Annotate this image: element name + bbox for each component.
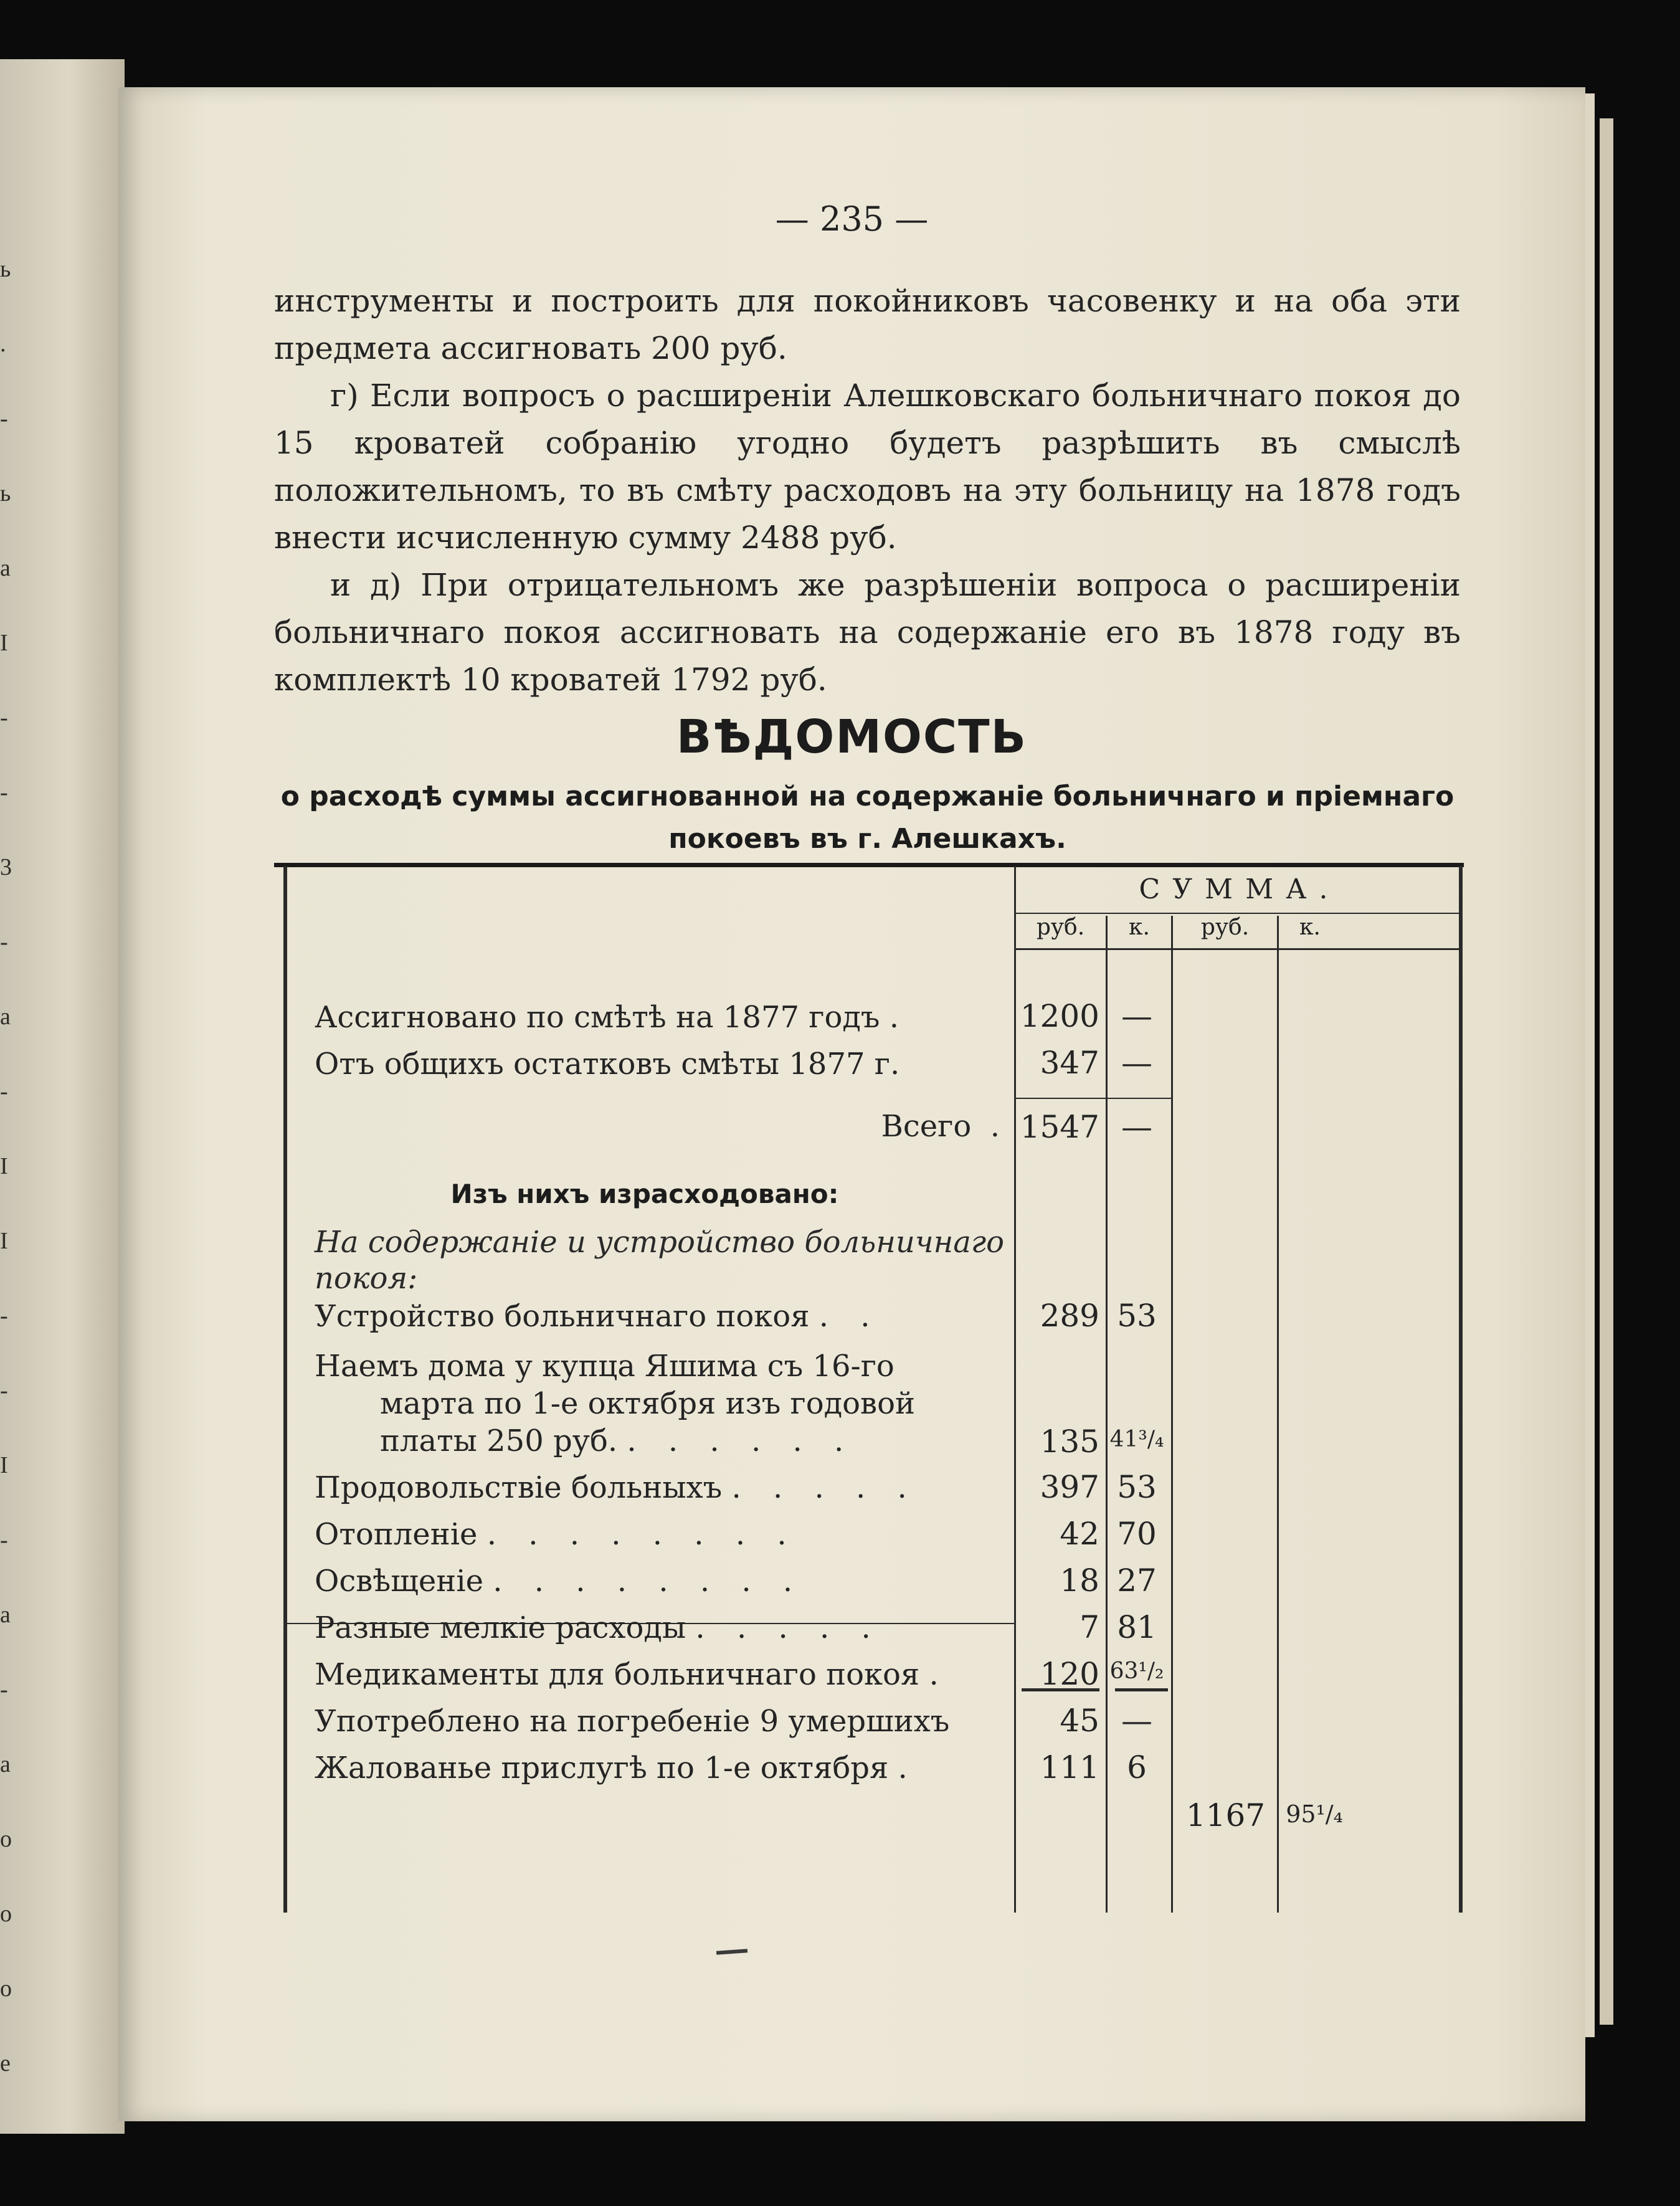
left-page-letter: - (0, 1377, 8, 1404)
col-kop2-header: к. (1299, 915, 1321, 940)
subtotal-rule (1015, 1098, 1171, 1099)
row-remainder-rub: 347 (1040, 1045, 1099, 1081)
row-rent-rub: 135 (1040, 1424, 1099, 1460)
left-page-letter: I (0, 1452, 8, 1478)
left-page-letter: a (0, 1751, 11, 1777)
row-medicine-kop: 63¹/₂ (1109, 1658, 1164, 1684)
row-heating-label: Отопленіе . . . . . . . . (315, 1517, 798, 1552)
summa-header: СУММА. (1139, 873, 1341, 905)
row-remainder-label: Отъ общихъ остатковъ смѣты 1877 г. (315, 1047, 900, 1082)
table-title: ВѢДОМОСТЬ (676, 710, 1028, 764)
row-wages-label: Жалованье прислугѣ по 1-е октября . (315, 1751, 919, 1785)
left-page-letter: - (0, 406, 8, 432)
left-page-letter: - (0, 1078, 8, 1105)
row-burial-label: Употреблено на погребеніе 9 умершихъ (315, 1704, 950, 1739)
left-page-letter: o (0, 1975, 12, 2002)
left-page-letter: - (0, 1676, 8, 1703)
row-wages-rub: 111 (1040, 1749, 1099, 1785)
row-heating-rub: 42 (1060, 1516, 1099, 1552)
left-page-letter: - (0, 705, 8, 731)
row-lighting-label: Освѣщеніе . . . . . . . . (315, 1564, 804, 1599)
row-rent-kop: 41³/₄ (1109, 1427, 1164, 1452)
table-left-border (283, 866, 287, 1913)
left-page-letter: e (0, 2050, 11, 2076)
row-burial-rub: 45 (1060, 1703, 1099, 1739)
row-misc-rub: 7 (1080, 1609, 1099, 1645)
row-misc-kop: 81 (1117, 1609, 1157, 1645)
row-assigned-label: Ассигновано по смѣтѣ на 1877 годъ . (315, 1000, 910, 1035)
left-page-letter: o (0, 1901, 12, 1927)
left-page-letter: - (0, 779, 8, 806)
table-divider-kop (1171, 916, 1173, 1913)
left-page-letter: ь (0, 256, 11, 282)
grand-total-kop: 95¹/₄ (1286, 1800, 1343, 1828)
row-medicine-label: Медикаменты для больничнаго покоя . (315, 1657, 950, 1692)
header-bottom-rule (1015, 948, 1461, 950)
row-heating-kop: 70 (1117, 1516, 1157, 1552)
total-underline-kop (1115, 1688, 1168, 1691)
left-page-letter: - (0, 1527, 8, 1553)
table-divider-rub (1106, 916, 1108, 1913)
summa-rule (1015, 913, 1461, 914)
row-food-rub: 397 (1040, 1469, 1099, 1505)
book-page (118, 87, 1585, 2121)
left-page-letter: - (0, 1303, 8, 1329)
row-wages-kop: 6 (1127, 1749, 1147, 1785)
italic-section-header: На содержаніе и устройство больничнаго покоя: (315, 1225, 1004, 1296)
row-assigned-kop: — (1121, 998, 1152, 1034)
row-construction-rub: 289 (1040, 1298, 1099, 1334)
right-page-edge-back (1600, 118, 1613, 2025)
grand-total-rub: 1167 (1185, 1797, 1266, 1833)
row-food-label: Продовольствіе больныхъ . . . . . (315, 1470, 918, 1505)
row-total-kop: — (1121, 1109, 1152, 1145)
left-page-letter: - (0, 929, 8, 955)
paragraph-3: и д) При отрицательномъ же разрѣшеніи вопроса о расширеніи больничнаго покоя ассигновать на содержаніе его въ 1878 году въ комплектѣ 10 кроватей 1792 руб. (274, 567, 1461, 698)
row-construction-kop: 53 (1117, 1298, 1157, 1334)
row-burial-kop: — (1121, 1703, 1152, 1739)
left-page-edge (0, 59, 125, 2134)
row-rent-line2: марта по 1-е октября изъ годовой (380, 1386, 915, 1421)
left-page-letter: ь (0, 480, 11, 506)
row-lighting-kop: 27 (1117, 1562, 1157, 1599)
row-food-kop: 53 (1117, 1469, 1157, 1505)
table-right-border (1459, 866, 1463, 1913)
row-construction-label: Устройство больничнаго покоя . . (315, 1299, 881, 1334)
row-remainder-kop: — (1121, 1045, 1152, 1081)
stray-ink-mark (716, 1949, 747, 1954)
table-divider-rub2 (1277, 916, 1279, 1913)
left-page-letter: I (0, 1153, 8, 1179)
row-misc-label: Разные мелкіе расходы . . . . . (315, 1610, 882, 1645)
row-lighting-rub: 18 (1060, 1562, 1099, 1599)
row-total-rub: 1547 (1020, 1109, 1099, 1145)
col-rub2-header: руб. (1200, 915, 1250, 940)
left-page-letter: a (0, 555, 11, 581)
paragraph-2: г) Если вопросъ о расширеніи Алешковскаго больничнаго покоя до 15 кроватей собранію угодно будетъ разрѣшить въ смыслѣ положительномъ, то въ смѣту расходовъ на эту больницу на 1878 годъ внести исчисленную сумму 2488 руб. (274, 378, 1461, 556)
left-page-letter: I (0, 1228, 8, 1254)
left-page-letter: a (0, 1602, 11, 1628)
left-page-letter: a (0, 1004, 11, 1030)
left-page-letter: o (0, 1826, 12, 1852)
section-header: Изъ нихъ израсходовано: (450, 1179, 839, 1209)
left-page-letter: . (0, 331, 6, 357)
left-page-letter: I (0, 630, 8, 656)
row-rent-line1: Наемъ дома у купца Яшима съ 16-го (315, 1349, 895, 1384)
col-rub-header: руб. (1036, 915, 1085, 940)
row-medicine-rub: 120 (1040, 1656, 1099, 1692)
table-top-rule (274, 863, 1464, 867)
paragraph-1: инструменты и построить для покойниковъ часовенку и на оба эти предмета ассигновать 200 руб. (274, 283, 1461, 366)
col-kop-header: к. (1129, 915, 1150, 940)
row-total-label: Всего . (881, 1109, 1000, 1144)
page-number: — 235 — (775, 199, 929, 239)
table-subtitle: о расходѣ суммы ассигнованной на содержаніе больничнаго и пріемнаго покоевъ въ г. Алешкахъ. (280, 781, 1455, 855)
row-assigned-rub: 1200 (1020, 998, 1099, 1034)
left-page-letter: 3 (0, 854, 12, 880)
row-rent-line3: платы 250 руб. . . . . . . (380, 1424, 855, 1458)
